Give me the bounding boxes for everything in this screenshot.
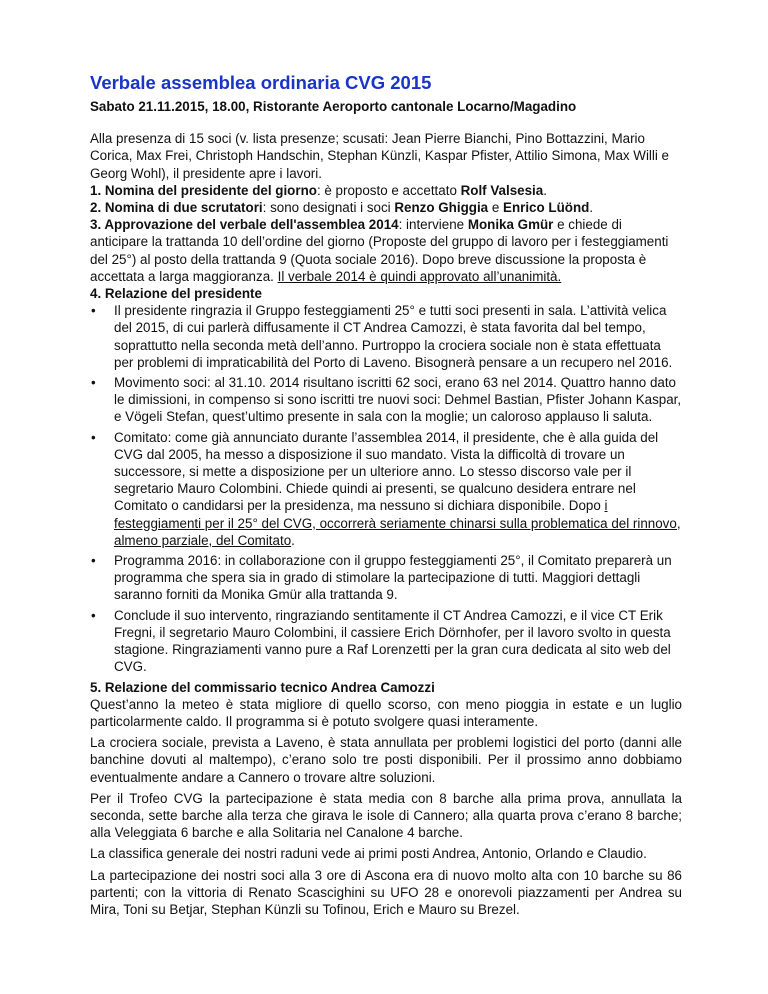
document-subtitle: Sabato 21.11.2015, 18.00, Ristorante Aeroporto cantonale Locarno/Magadino	[90, 99, 577, 114]
section-1-heading: 1. Nomina del presidente del giorno	[90, 182, 317, 198]
section-2-name-1: Renzo Ghiggia	[394, 200, 489, 216]
section-3-text-1: : interviene	[398, 217, 468, 233]
list-item-text: Comitato: come già annunciato durante l’assemblea 2014, il presidente, che è alla guida del CVG dal 2005, ha messo a disposizione il suo mandato. Vista la difficoltà di trovare un successore, si mette a disposizione per un ulteriore anno. Lo stesso discorso vale per il segretario Mauro Colombini. Chiede quindi ai presenti, se qualcuno desidera entrare nel Comitato o candidarsi per la presidenza, ma nessuno si dichiara disponibile. Dopo	[114, 429, 659, 514]
section-5-paragraph-3: Per il Trofeo CVG la partecipazione è stata media con 8 barche alla prima prova, annullata la seconda, sette barche alla terza che girava le isole di Cannero; alla quarta prova c’erano 8 barche; alla Veleggiata 6 barche e alla Solitaria nel Canalone 4 barche.	[90, 790, 682, 841]
section-5-paragraph-4: La classifica generale dei nostri raduni vede ai primi posti Andrea, Antonio, Orlando e Claudio.	[90, 846, 647, 862]
section-1-text: : è proposto e accettato	[316, 182, 461, 198]
section-2-and: e	[488, 200, 504, 216]
list-item	[90, 429, 682, 549]
bullet-icon: •	[91, 553, 96, 569]
bullet-icon: •	[91, 375, 96, 391]
section-3-text-2: e chiede di anticipare la trattanda 10 dell’ordine del giorno (Proposte del gruppo di lavoro per i festeggiamenti del 25°) al posto della trattanda 9 (Quota sociale 2016). Dopo breve discussione la proposta è accettata a larga maggioranza.	[90, 217, 669, 284]
section-5-heading: 5. Relazione del commissario tecnico Andrea Camozzi	[90, 679, 435, 695]
bullet-icon: •	[91, 429, 96, 445]
list-item-underlined: i festeggiamenti per il 25° del CVG, occorrerà seriamente chinarsi sulla problematica del rinnovo, almeno parziale, del Comitato	[114, 498, 681, 548]
section-5-paragraph-1: Quest’anno la meteo è stata migliore di quello scorso, con meno pioggia in estate e un luglio particolarmente caldo. Il programma si è potuto svolgere quasi interamente.	[90, 696, 682, 729]
list-item	[90, 302, 682, 371]
section-1-end: .	[543, 182, 547, 198]
section-3-heading: 3. Approvazione del verbale dell'assemblea 2014	[90, 217, 399, 233]
section-2-end: .	[589, 200, 594, 216]
section-2-name-2: Enrico Lüönd	[503, 200, 590, 216]
section-2-heading: 2. Nomina di due scrutatori	[90, 200, 263, 216]
section-1	[90, 182, 682, 199]
section-5-paragraph-2: La crociera sociale, prevista a Laveno, è stata annullata per problemi logistici del porto (danni alle banchine dovuti al maltempo), c’erano solo tre posti disponibili. Per il prossimo anno dobbiamo eventualmente andare a Cannero o trovare altre soluzioni.	[90, 735, 682, 785]
list-item-text: Il presidente ringrazia il Gruppo festeggiamenti 25° e tutti soci presenti in sala. L’attività velica del 2015, di cui parlerà diffusamente il CT Andrea Camozzi, è stata favorita dal bel tempo, soprattutto nella seconda metà dell’anno. Purtroppo la crociera sociale non è stata effettuata per problemi di impraticabilità del Porto di Laveno. Bisognerà pensare a un recupero nel 2016.	[114, 303, 673, 370]
section-4-list	[90, 302, 682, 675]
section-5-paragraph-5: La partecipazione dei nostri soci alla 3 ore di Ascona era di nuovo molto alta con 10 barche su 86 partenti; con la vittoria di Renato Scascighini su UFO 28 e onorevoli piazzamenti per Andrea su Mira, Toni su Betjar, Stephan Künzli su Tofinou, Erich e Mauro su Brezel.	[90, 867, 682, 917]
intro-paragraph: Alla presenza di 15 soci (v. lista presenze; scusati: Jean Pierre Bianchi, Pino Bottazzini, Mario Corica, Max Frei, Christoph Handschin, Stephan Künzli, Kaspar Pfister, Attilio Simona, Max Willi e Georg Wohl), il presidente apre i lavori.	[90, 131, 670, 181]
document-title: Verbale assemblea ordinaria CVG 2015	[90, 72, 432, 93]
list-item-text: Movimento soci: al 31.10. 2014 risultano iscritti 62 soci, erano 63 nel 2014. Quattro hanno dato le dimissioni, in compenso si sono iscritti tre nuovi soci: Dehmel Bastian, Pfister Johann Kaspar, e Vögeli Stefan, quest’ultimo presente in sala con la moglie; un caloroso applauso li saluta.	[114, 375, 682, 425]
section-1-name: Rolf Valsesia	[460, 182, 544, 198]
section-2-text: : sono designati i soci	[262, 200, 395, 216]
section-3	[90, 216, 682, 285]
list-item-text: Conclude il suo intervento, ringraziando sentitamente il CT Andrea Camozzi, e il vice CT Erik Fregni, il segretario Mauro Colombini, il cassiere Erich Dörnhofer, per il lavoro svolto in questa stagione. Ringraziamenti vanno pure a Raf Lorenzetti per la gran cura dedicata al sito web del CVG.	[114, 607, 671, 675]
list-item-end: .	[291, 532, 295, 548]
list-item	[90, 374, 682, 426]
list-item	[90, 552, 682, 604]
document-page	[90, 72, 682, 918]
list-item	[90, 607, 682, 676]
section-4-heading: 4. Relazione del presidente	[90, 286, 262, 302]
section-3-name: Monika Gmür	[467, 217, 554, 233]
bullet-icon: •	[91, 303, 96, 319]
list-item-text: Programma 2016: in collaborazione con il gruppo festeggiamenti 25°, il Comitato preparerà un programma che spera sia in grado di stimolare la partecipazione di tutti. Maggiori dettagli saranno forniti da Monika Gmür alla trattanda 9.	[114, 553, 672, 603]
bullet-icon: •	[91, 607, 96, 623]
section-3-approval: Il verbale 2014 è quindi approvato all’unanimità.	[277, 268, 562, 284]
section-2	[90, 199, 682, 216]
